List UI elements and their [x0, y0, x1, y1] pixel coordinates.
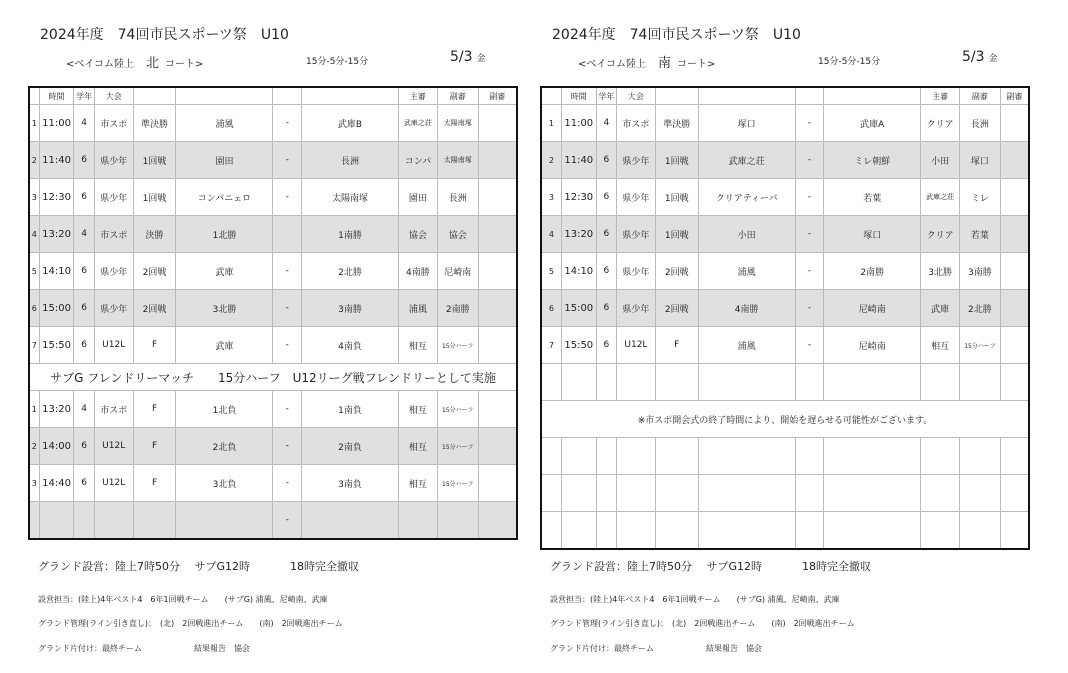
round: 決勝 [133, 216, 176, 253]
assistant-referee-1: 15分ハーフ [437, 465, 478, 502]
event: 県少年 [617, 179, 656, 216]
row-number: 1 [29, 391, 39, 428]
event: U12L [94, 428, 133, 465]
assistant-referee-2 [478, 142, 517, 179]
row-number: 7 [541, 327, 561, 364]
assistant-referee-2 [478, 428, 517, 465]
referee: 武庫 [921, 290, 960, 327]
header-cell [176, 87, 273, 105]
notice-row [541, 401, 1029, 438]
table-row [29, 290, 517, 327]
row-number: 5 [541, 253, 561, 290]
round: 2回戦 [655, 253, 698, 290]
cleanup-time: 18時完全撤収 [290, 560, 360, 573]
versus-mark: - [273, 290, 302, 327]
empty-row [541, 438, 1029, 475]
header-cell [133, 87, 176, 105]
assistant-referee-2 [478, 502, 517, 540]
header-cell [698, 87, 795, 105]
row-number: 5 [29, 253, 39, 290]
home-team: 小田 [698, 216, 795, 253]
header-cell: 副審 [1000, 87, 1029, 105]
versus-mark: - [795, 105, 824, 142]
table-row [541, 290, 1029, 327]
away-team [302, 502, 399, 540]
away-team: 武庫A [824, 105, 921, 142]
away-team: 若葉 [824, 179, 921, 216]
assistant-referee-2 [478, 391, 517, 428]
start-time: 13:20 [39, 216, 74, 253]
row-number: 1 [541, 105, 561, 142]
setup-duty: 設営担当：(陸上)4年ベスト4 6年1回戦チーム (サブG) 浦風、尼崎南、武庫 [38, 595, 328, 604]
away-team: 2北勝 [302, 253, 399, 290]
match-date [962, 49, 998, 65]
versus-mark: - [273, 179, 302, 216]
row-number: 7 [29, 327, 39, 364]
subground-banner [29, 364, 517, 391]
home-team: 武庫 [176, 327, 273, 364]
event: 市スポ [94, 216, 133, 253]
event: U12L [617, 327, 656, 364]
table-row [29, 327, 517, 364]
subground-banner-text: サブG フレンドリーマッチ 15分ハーフ U12リーグ戦フレンドリーとして実施 [29, 364, 517, 391]
table-row [29, 179, 517, 216]
header-cell: 副審 [478, 87, 517, 105]
header-cell [824, 87, 921, 105]
away-team: 尼崎南 [824, 327, 921, 364]
versus-mark: - [273, 253, 302, 290]
court-name: 南 [657, 56, 671, 71]
assistant-referee-1: 3南勝 [960, 253, 1001, 290]
round: F [133, 327, 176, 364]
venue-label: <ベイコム陸上 [66, 59, 134, 70]
start-time: 11:40 [39, 142, 74, 179]
assistant-referee-1 [437, 502, 478, 540]
versus-mark: - [273, 465, 302, 502]
referee: 武庫之荘 [921, 179, 960, 216]
weekday: 金 [988, 54, 998, 64]
result-report: 結果報告 協会 [706, 644, 762, 653]
start-time: 11:00 [561, 105, 596, 142]
table-row [29, 391, 517, 428]
court-name: 北 [145, 56, 159, 71]
start-time: 15:00 [561, 290, 596, 327]
referee: クリア [921, 105, 960, 142]
referee: 小田 [921, 142, 960, 179]
row-number: 3 [29, 465, 39, 502]
assistant-referee-1: 太陽南塚 [437, 142, 478, 179]
away-team: 4南負 [302, 327, 399, 364]
assistant-referee-2 [1000, 216, 1029, 253]
row-number: 1 [29, 105, 39, 142]
assistant-referee-1: 太陽南塚 [437, 105, 478, 142]
assistant-referee-1: 15分ハーフ [437, 428, 478, 465]
table-row [541, 216, 1029, 253]
home-team: 浦風 [698, 327, 795, 364]
assistant-referee-1: 15分ハーフ [437, 327, 478, 364]
assistant-referee-1: 協会 [437, 216, 478, 253]
setup-duty: 設営担当：(陸上)4年ベスト4 6年1回戦チーム (サブG) 浦風、尼崎南、武庫 [550, 595, 840, 604]
table-row [29, 105, 517, 142]
home-team: 園田 [176, 142, 273, 179]
home-team [176, 502, 273, 540]
versus-mark: - [273, 327, 302, 364]
event: 県少年 [617, 253, 656, 290]
main-rows [29, 105, 517, 364]
row-number: 2 [29, 428, 39, 465]
grade: 6 [596, 179, 616, 216]
home-team: 3北負 [176, 465, 273, 502]
venue-line [66, 52, 203, 71]
event: 市スポ [94, 391, 133, 428]
home-team: 1北勝 [176, 216, 273, 253]
event: 県少年 [94, 253, 133, 290]
away-team: 長洲 [302, 142, 399, 179]
home-team: 浦風 [176, 105, 273, 142]
grade: 6 [74, 253, 94, 290]
venue-line [578, 52, 715, 71]
table-row [29, 142, 517, 179]
away-team: 2南勝 [824, 253, 921, 290]
table-row [29, 428, 517, 465]
round: 1回戦 [655, 179, 698, 216]
cleanup-line [550, 643, 762, 654]
away-team: 3南勝 [302, 290, 399, 327]
home-team: 塚口 [698, 105, 795, 142]
home-team: 武庫 [176, 253, 273, 290]
start-time: 11:00 [39, 105, 74, 142]
schedule-table-south [540, 86, 1030, 550]
referee: 相互 [399, 327, 438, 364]
start-time: 14:10 [39, 253, 74, 290]
row-number [29, 502, 39, 540]
grade: 6 [596, 216, 616, 253]
assistant-referee-2 [1000, 327, 1029, 364]
versus-mark: - [795, 290, 824, 327]
cleanup-line [38, 643, 250, 654]
row-number: 4 [541, 216, 561, 253]
table-row [29, 253, 517, 290]
table-header [541, 87, 1029, 105]
table-row [541, 142, 1029, 179]
round: 1回戦 [655, 216, 698, 253]
referee: 園田 [399, 179, 438, 216]
header-cell: 副審 [960, 87, 1001, 105]
home-team: コンパニェロ [176, 179, 273, 216]
event [94, 502, 133, 540]
row-number: 6 [29, 290, 39, 327]
start-time: 15:50 [39, 327, 74, 364]
header-cell: 学年 [74, 87, 94, 105]
start-time: 13:20 [561, 216, 596, 253]
assistant-referee-1: 15分ハーフ [437, 391, 478, 428]
ground-setup-line [38, 558, 359, 574]
round: 2回戦 [133, 290, 176, 327]
round: 1回戦 [655, 142, 698, 179]
venue-label: <ベイコム陸上 [578, 59, 646, 70]
assistant-referee-2 [478, 253, 517, 290]
header-cell: 主審 [921, 87, 960, 105]
versus-mark: - [795, 327, 824, 364]
referee: 浦風 [399, 290, 438, 327]
weekday: 金 [476, 54, 486, 64]
result-report: 結果報告 協会 [194, 644, 250, 653]
start-time [39, 502, 74, 540]
home-team: 4南勝 [698, 290, 795, 327]
start-time: 14:10 [561, 253, 596, 290]
table-row [29, 216, 517, 253]
round: F [655, 327, 698, 364]
grade: 6 [74, 290, 94, 327]
start-time: 12:30 [561, 179, 596, 216]
table-row [541, 253, 1029, 290]
round: 1回戦 [133, 179, 176, 216]
home-team: クリアティーバ [698, 179, 795, 216]
referee: 相互 [399, 428, 438, 465]
page-title: 2024年度 74回市民スポーツ祭 U10 [552, 27, 801, 43]
grade: 4 [74, 391, 94, 428]
subground-rows [29, 391, 517, 540]
home-team: 1北負 [176, 391, 273, 428]
grade: 6 [596, 290, 616, 327]
table-row [541, 327, 1029, 364]
assistant-referee-2 [478, 216, 517, 253]
assistant-referee-1: 2南勝 [437, 290, 478, 327]
date-value: 5/3 [962, 49, 985, 65]
ground-cleanup: グランド片付け：最終チーム [38, 644, 142, 653]
start-time: 14:40 [39, 465, 74, 502]
away-team: 太陽南塚 [302, 179, 399, 216]
header-cell: 副審 [437, 87, 478, 105]
round: F [133, 465, 176, 502]
referee: 4南勝 [399, 253, 438, 290]
grade [74, 502, 94, 540]
away-team: 3南負 [302, 465, 399, 502]
ground-cleanup: グランド片付け：最終チーム [550, 644, 654, 653]
assistant-referee-2 [478, 290, 517, 327]
header-cell [273, 87, 302, 105]
versus-mark: - [273, 105, 302, 142]
event: 県少年 [94, 142, 133, 179]
main-rows [541, 105, 1029, 364]
match-format: 15分-5分-15分 [306, 57, 369, 67]
versus-mark [273, 216, 302, 253]
referee [399, 502, 438, 540]
ground-setup-line [550, 558, 871, 574]
start-time: 15:50 [561, 327, 596, 364]
round: 1回戦 [133, 142, 176, 179]
grade: 6 [596, 253, 616, 290]
header-cell: 学年 [596, 87, 616, 105]
home-team: 浦風 [698, 253, 795, 290]
header-cell [795, 87, 824, 105]
row-number: 3 [541, 179, 561, 216]
away-team: 塚口 [824, 216, 921, 253]
referee: クリア [921, 216, 960, 253]
event: 市スポ [94, 105, 133, 142]
header-cell [29, 87, 39, 105]
away-team: 1南勝 [302, 216, 399, 253]
round: 準決勝 [655, 105, 698, 142]
versus-mark: - [795, 179, 824, 216]
round: 2回戦 [133, 253, 176, 290]
home-team: 2北負 [176, 428, 273, 465]
assistant-referee-2 [478, 179, 517, 216]
table-row [29, 465, 517, 502]
versus-mark: - [795, 253, 824, 290]
header-cell: 大会 [617, 87, 656, 105]
assistant-referee-2 [478, 465, 517, 502]
round: 2回戦 [655, 290, 698, 327]
grade: 6 [596, 142, 616, 179]
round: 準決勝 [133, 105, 176, 142]
notice-text: ※市スポ開会式の終了時間により、開始を遅らせる可能性がございます。 [541, 401, 1029, 438]
row-number: 3 [29, 179, 39, 216]
referee: コンパ [399, 142, 438, 179]
event: 県少年 [94, 290, 133, 327]
assistant-referee-1: 長洲 [960, 105, 1001, 142]
assistant-referee-1: ミレ [960, 179, 1001, 216]
match-date [450, 49, 486, 65]
row-number: 2 [29, 142, 39, 179]
schedule-table-north [28, 86, 518, 540]
grade: 6 [74, 327, 94, 364]
assistant-referee-1: 若葉 [960, 216, 1001, 253]
start-time: 12:30 [39, 179, 74, 216]
assistant-referee-2 [1000, 179, 1029, 216]
start-time: 13:20 [39, 391, 74, 428]
round [133, 502, 176, 540]
table-row [29, 502, 517, 540]
referee: 相互 [921, 327, 960, 364]
table-header [29, 87, 517, 105]
versus-mark: - [273, 391, 302, 428]
versus-mark: - [795, 216, 824, 253]
table-row [541, 105, 1029, 142]
grade: 6 [74, 428, 94, 465]
assistant-referee-2 [478, 327, 517, 364]
header-cell: 大会 [94, 87, 133, 105]
ground-setup: グランド設営：陸上7時50分 サブG12時 [38, 560, 251, 573]
header-cell [302, 87, 399, 105]
versus-mark: - [273, 428, 302, 465]
start-time: 15:00 [39, 290, 74, 327]
header-cell [655, 87, 698, 105]
start-time: 11:40 [561, 142, 596, 179]
event: U12L [94, 465, 133, 502]
event: 県少年 [617, 142, 656, 179]
assistant-referee-2 [478, 105, 517, 142]
assistant-referee-1: 2北勝 [960, 290, 1001, 327]
event: 県少年 [617, 290, 656, 327]
assistant-referee-1: 尼崎南 [437, 253, 478, 290]
grade: 6 [596, 327, 616, 364]
grade: 4 [596, 105, 616, 142]
away-team: 尼崎南 [824, 290, 921, 327]
versus-mark: - [273, 142, 302, 179]
grade: 6 [74, 179, 94, 216]
referee: 協会 [399, 216, 438, 253]
grade: 4 [74, 216, 94, 253]
page-title: 2024年度 74回市民スポーツ祭 U10 [40, 27, 289, 43]
home-team: 3北勝 [176, 290, 273, 327]
empty-row [541, 512, 1029, 550]
grade: 6 [74, 465, 94, 502]
cleanup-time: 18時完全撤収 [802, 560, 872, 573]
row-number: 4 [29, 216, 39, 253]
away-team: 1南負 [302, 391, 399, 428]
event: 市スポ [617, 105, 656, 142]
away-team: 2南負 [302, 428, 399, 465]
assistant-referee-1: 塚口 [960, 142, 1001, 179]
date-value: 5/3 [450, 49, 473, 65]
court-suffix: コート> [677, 59, 716, 70]
assistant-referee-2 [1000, 290, 1029, 327]
referee: 相互 [399, 391, 438, 428]
ground-setup: グランド設営：陸上7時50分 サブG12時 [550, 560, 763, 573]
event: U12L [94, 327, 133, 364]
referee: 武庫之荘 [399, 105, 438, 142]
round: F [133, 391, 176, 428]
assistant-referee-2 [1000, 253, 1029, 290]
assistant-referee-1: 長洲 [437, 179, 478, 216]
assistant-referee-1: 15分ハーフ [960, 327, 1001, 364]
away-team: 武庫B [302, 105, 399, 142]
assistant-referee-2 [1000, 142, 1029, 179]
assistant-referee-2 [1000, 105, 1029, 142]
match-format: 15分-5分-15分 [818, 57, 881, 67]
start-time: 14:00 [39, 428, 74, 465]
header-cell: 時間 [39, 87, 74, 105]
row-number: 6 [541, 290, 561, 327]
referee: 相互 [399, 465, 438, 502]
row-number: 2 [541, 142, 561, 179]
header-cell: 主審 [399, 87, 438, 105]
ground-management: グランド管理(ライン引き直し)： (北) 2回戦進出チーム (南) 2回戦進出チーム [550, 619, 855, 628]
court-suffix: コート> [165, 59, 204, 70]
header-cell: 時間 [561, 87, 596, 105]
versus-mark: - [795, 142, 824, 179]
home-team: 武庫之荘 [698, 142, 795, 179]
event: 県少年 [617, 216, 656, 253]
table-row [541, 179, 1029, 216]
grade: 4 [74, 105, 94, 142]
referee: 3北勝 [921, 253, 960, 290]
versus-mark: - [273, 502, 302, 540]
event: 県少年 [94, 179, 133, 216]
ground-management: グランド管理(ライン引き直し)： (北) 2回戦進出チーム (南) 2回戦進出チーム [38, 619, 343, 628]
header-cell [541, 87, 561, 105]
grade: 6 [74, 142, 94, 179]
empty-row [541, 364, 1029, 401]
round: F [133, 428, 176, 465]
empty-row [541, 475, 1029, 512]
away-team: ミレ朝鮮 [824, 142, 921, 179]
